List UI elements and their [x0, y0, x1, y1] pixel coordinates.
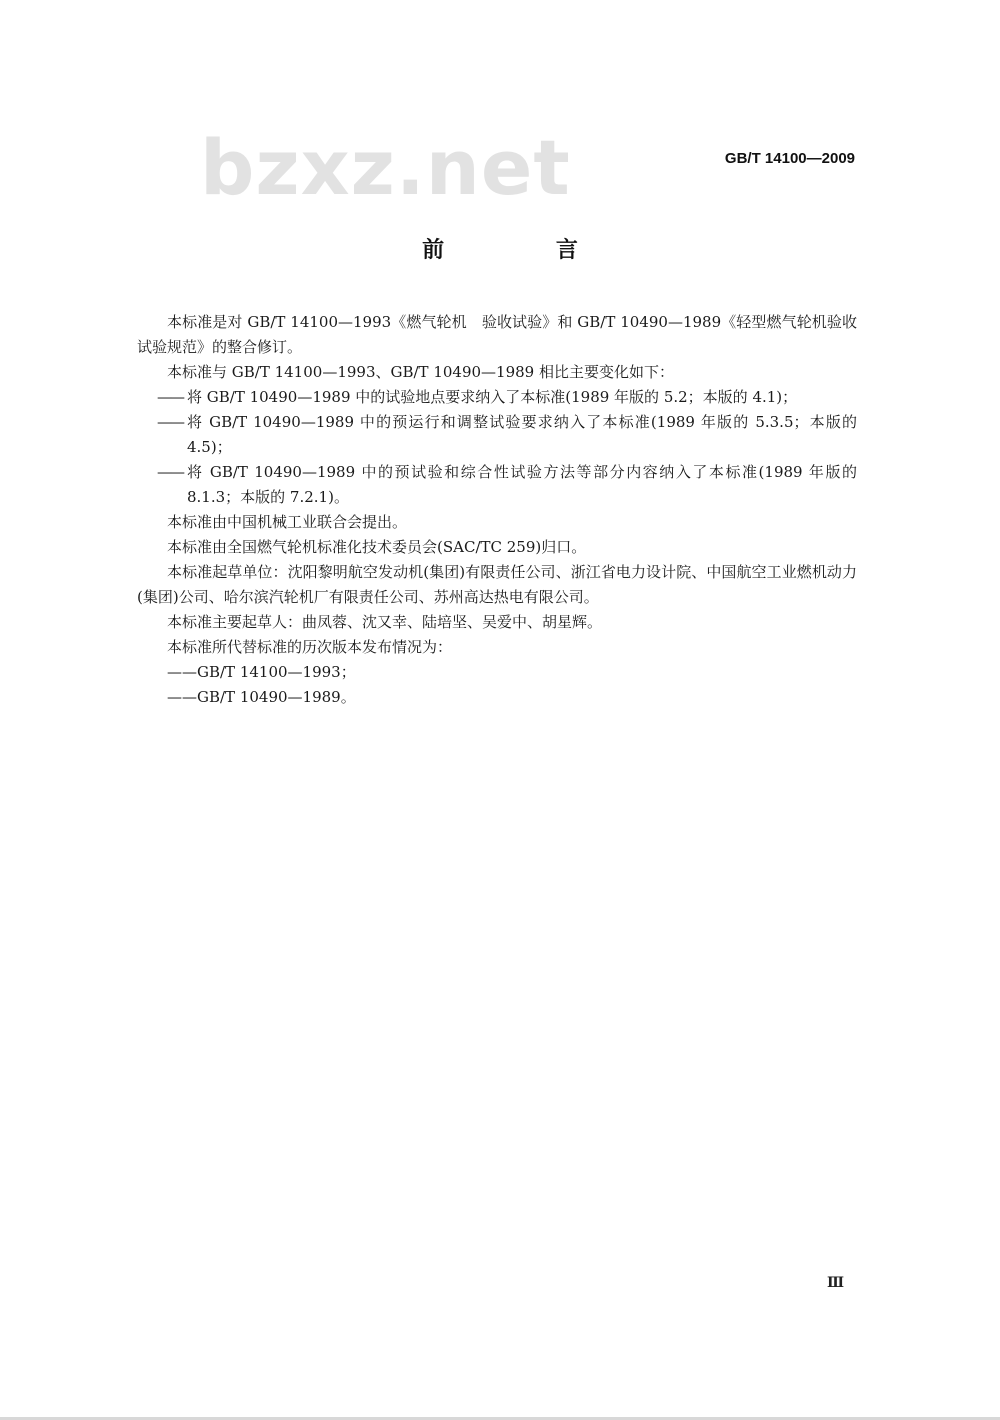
paragraph-changes-intro: 本标准与 GB/T 14100—1993、GB/T 10490—1989 相比主要变化如下： [167, 363, 674, 381]
dash-marker: —— [157, 463, 183, 481]
paragraph-drafting-units: 本标准起草单位：沈阳黎明航空发动机(集团)有限责任公司、浙江省电力设计院、中国航空工业燃机动力(集团)公司、哈尔滨汽轮机厂有限责任公司、苏州高达热电有限公司。 [137, 563, 857, 606]
change-item-text: 将 GB/T 10490—1989 中的试验地点要求纳入了本标准(1989 年版的 5.2；本版的 4.1)； [187, 388, 798, 406]
page-title: 前 言 [422, 238, 630, 263]
paragraph-drafters: 本标准主要起草人：曲凤蓉、沈又幸、陆培坚、吴爱中、胡星辉。 [167, 613, 603, 631]
paragraph-proposer: 本标准由中国机械工业联合会提出。 [167, 513, 408, 531]
paragraph-committee: 本标准由全国燃气轮机标准化技术委员会(SAC/TC 259)归口。 [167, 538, 587, 556]
history-item: ——GB/T 14100—1993； [167, 663, 356, 681]
change-item [137, 410, 857, 460]
paragraph-integration: 本标准是对 GB/T 14100—1993《燃气轮机 验收试验》和 GB/T 10490—1989《轻型燃气轮机验收试验规范》的整合修订。 [137, 313, 857, 356]
change-item-text: 将 GB/T 10490—1989 中的预运行和调整试验要求纳入了本标准(1989 年版的 5.3.5；本版的 4.5)； [187, 413, 857, 456]
page-number: Ⅲ [826, 1276, 844, 1291]
paragraph-history-intro: 本标准所代替标准的历次版本发布情况为： [167, 638, 453, 656]
dash-marker: —— [157, 388, 183, 406]
change-item [137, 460, 857, 510]
standard-code: GB/T 14100—2009 [724, 150, 855, 167]
history-item: ——GB/T 10490—1989。 [167, 688, 356, 706]
dash-marker: —— [157, 413, 183, 431]
change-item-text: 将 GB/T 10490—1989 中的预试验和综合性试验方法等部分内容纳入了本标准(1989 年版的 8.1.3；本版的 7.2.1)。 [187, 463, 857, 506]
foreword-body [137, 310, 857, 710]
watermark: bzxz.net [200, 123, 571, 212]
change-item [137, 385, 857, 410]
